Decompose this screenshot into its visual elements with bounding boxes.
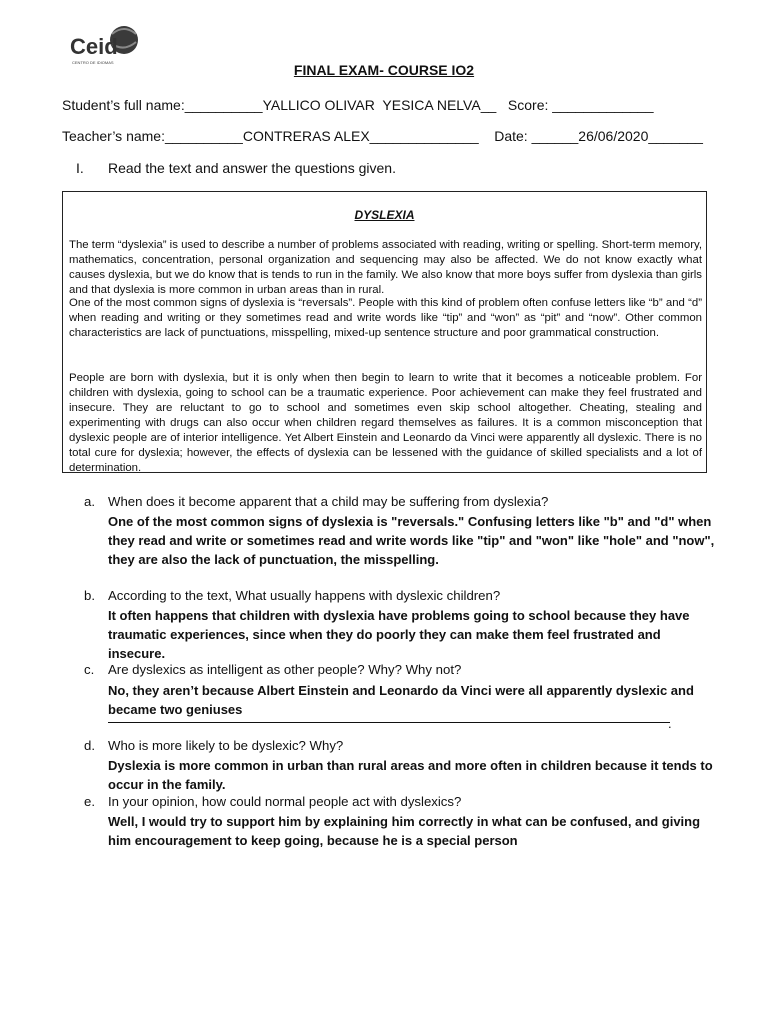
logo-text: Ceid [70, 34, 118, 59]
section-text: Read the text and answer the questions given. [108, 160, 396, 176]
reading-box [62, 191, 707, 473]
answer-c: No, they aren’t because Albert Einstein and Leonardo da Vinci were all apparently dyslexic and became two geniuses [108, 683, 694, 717]
teacher-line: Teacher’s name:__________CONTRERAS ALEX______________ Date: ______26/06/2020_______ [62, 128, 703, 144]
answer-a: One of the most common signs of dyslexia is "reversals." Confusing letters like "b" and "d" when they read and write or sometimes read and write words like "tip" and "won" like "hole" and "now", they are also the lack of punctuation, the misspelling. [108, 514, 715, 567]
question-marker: c. [84, 662, 95, 677]
student-line: Student’s full name:__________YALLICO OLIVAR YESICA NELVA__ Score: _____________ [62, 97, 654, 113]
question-marker: b. [84, 588, 95, 603]
answer-line [108, 722, 670, 723]
question-text: When does it become apparent that a child may be suffering from dyslexia? [108, 494, 549, 509]
question-d [84, 738, 724, 753]
question-e [84, 794, 724, 809]
question-marker: d. [84, 738, 95, 753]
answer-d: Dyslexia is more common in urban than rural areas and more often in children because it tends to occur in the family. [108, 758, 713, 792]
reading-paragraph-2: One of the most common signs of dyslexia is “reversals”. People with this kind of problem often confuse letters like “b” and “d” when reading and writing or they sometimes read and write words like “tip” and “won” as “pit” and “now”. Other common characteristics are lack of punctuations, misspelling, mixed-up sentence structure and poor grammatical construction. [69, 297, 702, 339]
answer-e: Well, I would try to support him by explaining him correctly in what can be confused, and giving him encouragement to keep going, because he is a special person [108, 814, 701, 848]
section-instruction [76, 160, 396, 176]
question-text: Are dyslexics as intelligent as other people? Why? Why not? [108, 662, 462, 677]
exam-title: FINAL EXAM- COURSE IO2 [293, 62, 475, 78]
question-text: In your opinion, how could normal people act with dyslexics? [108, 794, 462, 809]
section-number: I. [76, 160, 84, 176]
answer-line-period: . [668, 716, 672, 731]
question-text: According to the text, What usually happens with dyslexic children? [108, 588, 501, 603]
reading-paragraph-3: People are born with dyslexia, but it is only when then begin to learn to write that it becomes a noticeable problem. For children with dyslexia, going to school can be a traumatic experience. Poor achievement can make they feel frustrated and insecure. They are reluctant to go to school and sometimes even skip school altogether. Cheating, stealing and experimenting with drugs can also occur when children regard themselves as failures. It is a common misconception that dyslexic people are of interior intelligence. Yet Albert Einstein and Leonardo da Vinci were apparently all dyslexic. There is no total cure for dyslexia; however, the effects of dyslexia can be lessened with the guidance of skilled specialists and a lot of determination. [69, 372, 702, 474]
question-b [84, 588, 724, 603]
question-marker: e. [84, 794, 95, 809]
question-marker: a. [84, 494, 95, 509]
reading-title: DYSLEXIA [354, 208, 415, 222]
reading-paragraph-1: The term “dyslexia” is used to describe a number of problems associated with reading, writing or spelling. Short-term memory, mathematics, concentration, personal organization and sequencing may also be affected. We do not know exactly what causes dyslexia, but we do know that is tends to run in the family. We also know that more boys suffer from dyslexia than girls and that dyslexia is more common in urban areas than in rural. [69, 239, 702, 296]
answer-b: It often happens that children with dyslexia have problems going to school because they have traumatic experiences, since when they do poorly they can make them feel frustrated and insecure. [108, 608, 690, 661]
question-c [84, 662, 724, 677]
question-text: Who is more likely to be dyslexic? Why? [108, 738, 344, 753]
logo-subtext: CENTRO DE IDIOMAS [72, 60, 114, 65]
question-a [84, 494, 724, 509]
